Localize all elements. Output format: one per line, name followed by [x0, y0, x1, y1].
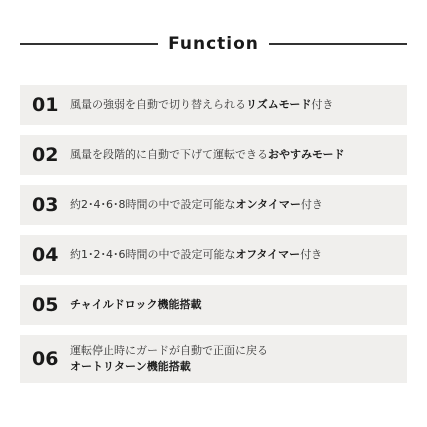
item-text-main: 約1･2･4･6時間の中で設定可能な [70, 248, 236, 261]
item-text [70, 147, 345, 163]
function-item-02 [20, 135, 407, 175]
item-text-main: 風量の強弱を自動で切り替えられる [70, 98, 246, 111]
item-number: 05 [32, 294, 59, 316]
item-text-main: 約2･4･6･8時間の中で設定可能な [70, 198, 236, 211]
item-text [70, 97, 333, 113]
item-text-emphasis: オンタイマー [235, 198, 301, 211]
item-text-emphasis: オフタイマー [235, 248, 301, 261]
item-text-line1: 運転停止時にガードが自動で正面に戻る [70, 344, 268, 357]
item-number: 01 [32, 94, 59, 116]
section-header [20, 32, 407, 56]
function-item-03 [20, 185, 407, 225]
function-item-01 [20, 85, 407, 125]
function-item-06 [20, 335, 407, 383]
header-rule-left [20, 43, 158, 45]
item-number: 03 [32, 194, 59, 216]
item-number: 04 [32, 244, 59, 266]
section-title: Function [168, 34, 259, 54]
item-number: 02 [32, 144, 59, 166]
item-text [70, 343, 268, 375]
item-text [70, 247, 322, 263]
item-text [70, 197, 323, 213]
function-item-04 [20, 235, 407, 275]
item-text-emphasis: チャイルドロック機能搭載 [70, 298, 202, 311]
function-item-05 [20, 285, 407, 325]
item-number: 06 [32, 348, 59, 370]
item-text-emphasis: おやすみモード [268, 148, 345, 161]
item-text [70, 297, 201, 313]
item-text-main: 風量を段階的に自動で下げて運転できる [70, 148, 268, 161]
item-text-suffix: 付き [300, 198, 323, 211]
item-text-suffix: 付き [300, 248, 323, 261]
header-rule-right [269, 43, 407, 45]
item-text-emphasis: リズムモード [246, 98, 312, 111]
item-text-suffix: 付き [311, 98, 334, 111]
item-text-line2: オートリターン機能搭載 [70, 360, 191, 373]
function-list [20, 85, 407, 393]
